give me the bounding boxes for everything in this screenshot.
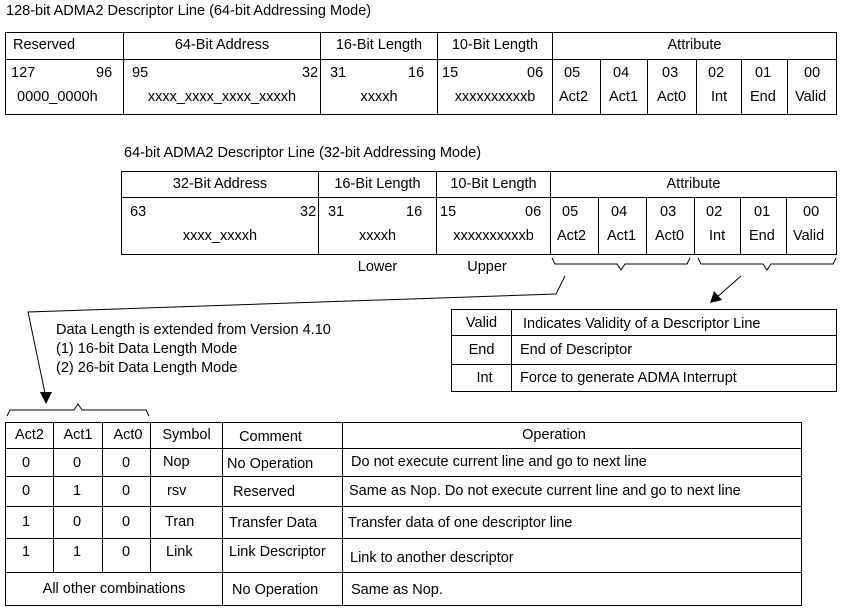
desc128-attr-bit-04: 04 <box>613 65 630 81</box>
act-brace <box>552 258 690 270</box>
act-row1-operation: Same as Nop. Do not execute current line and go to next line <box>349 483 741 499</box>
desc64-len10-value: xxxxxxxxxxb <box>453 228 534 244</box>
act-row0-act1: 0 <box>73 455 82 471</box>
desc64-attr-end: End <box>749 228 775 244</box>
desc128-attr-bit-05: 05 <box>564 65 581 81</box>
act-row1-symbol: rsv <box>167 483 187 499</box>
act-table-header-act2: Act2 <box>14 427 44 443</box>
act-row2-act0: 0 <box>122 514 131 530</box>
attr-table-end-desc: End of Descriptor <box>520 342 633 358</box>
act-arrow-head <box>40 392 52 404</box>
note-line1: Data Length is extended from Version 4.10 <box>56 322 331 338</box>
desc128-attr-int: Int <box>711 89 728 105</box>
attr-arrow-head <box>710 291 722 303</box>
desc64-address-hi: 63 <box>130 204 147 220</box>
desc64-len16-value: xxxxh <box>358 228 397 244</box>
attr-table-int-name: Int <box>476 370 493 386</box>
desc64-attr-bit-04: 04 <box>611 204 628 220</box>
act-row1-comment: Reserved <box>233 484 296 500</box>
desc64-address-lo: 32 <box>300 204 317 220</box>
desc128-header-reserved: Reserved <box>13 37 76 53</box>
attr-table-end-name: End <box>468 342 495 358</box>
attr-brace <box>698 258 836 270</box>
attr-table-valid-desc: Indicates Validity of a Descriptor Line <box>523 316 761 332</box>
act-row3-act2: 1 <box>22 544 31 560</box>
desc128-len16-hi: 31 <box>330 65 347 81</box>
act-row0-act2: 0 <box>22 455 31 471</box>
desc64-address-value: xxxx_xxxxh <box>182 228 258 244</box>
desc128-header-attribute: Attribute <box>667 37 722 53</box>
attr-connector <box>716 276 741 298</box>
desc64-len10-hi: 15 <box>440 204 457 220</box>
act-row2-act2: 1 <box>22 514 31 530</box>
act-row3-act1: 1 <box>73 544 82 560</box>
attr-table-valid-name: Valid <box>465 315 498 331</box>
act-table-header-comment: Comment <box>239 429 302 445</box>
desc64-attr-act1: Act1 <box>607 228 637 244</box>
desc128-attr-valid: Valid <box>795 89 827 105</box>
act-row3-symbol: Link <box>166 544 193 560</box>
desc128-attr-act0: Act0 <box>657 89 687 105</box>
desc64-len16-hi: 31 <box>328 204 345 220</box>
act-table-header-act1: Act1 <box>63 427 93 443</box>
desc128-len10-lo: 06 <box>527 65 544 81</box>
desc64-title: 64-bit ADMA2 Descriptor Line (32-bit Addressing Mode) <box>124 145 482 161</box>
desc128-reserved-hi: 127 <box>11 65 36 81</box>
act-row2-act1: 0 <box>73 514 82 530</box>
desc64-attr-int: Int <box>709 228 726 244</box>
act-row2-operation: Transfer data of one descriptor line <box>348 515 573 531</box>
desc128-header-address: 64-Bit Address <box>174 37 270 53</box>
act-row3-act0: 0 <box>122 544 131 560</box>
desc64-attr-bit-00: 00 <box>803 204 820 220</box>
desc128-len16-value: xxxxh <box>360 89 398 105</box>
desc128-len10-value: xxxxxxxxxxb <box>454 89 536 105</box>
desc64-header-len10: 10-Bit Length <box>450 176 537 192</box>
act-row1-act1: 1 <box>73 483 82 499</box>
desc128-header-len16: 16-Bit Length <box>335 37 423 53</box>
note-line3: (2) 26-bit Data Length Mode <box>56 360 238 376</box>
desc64-header-attribute: Attribute <box>666 176 721 192</box>
desc128-address-value: xxxx_xxxx_xxxx_xxxxh <box>147 89 297 105</box>
act-row2-symbol: Tran <box>165 514 195 530</box>
desc128-len10-hi: 15 <box>442 65 459 81</box>
act-row0-symbol: Nop <box>163 454 190 470</box>
desc64-header-address: 32-Bit Address <box>172 176 268 192</box>
desc128-attr-act1: Act1 <box>609 89 639 105</box>
act-last-row-label: All other combinations <box>42 581 186 597</box>
act-row1-act2: 0 <box>22 483 31 499</box>
attr-table-int-desc: Force to generate ADMA Interrupt <box>520 370 737 386</box>
desc64-attr-act2: Act2 <box>557 228 587 244</box>
desc64-attr-valid: Valid <box>793 228 825 244</box>
desc128-title: 128-bit ADMA2 Descriptor Line (64-bit Addressing Mode) <box>6 3 372 19</box>
desc128-attr-bit-02: 02 <box>708 65 725 81</box>
act-row3-operation: Link to another descriptor <box>350 550 514 566</box>
desc64-attr-bit-03: 03 <box>660 204 677 220</box>
act-table-brace <box>7 404 149 416</box>
desc128-attr-bit-03: 03 <box>662 65 679 81</box>
desc128-len16-lo: 16 <box>408 65 425 81</box>
desc64-header-len16: 16-Bit Length <box>334 176 421 192</box>
desc64-len16-lo: 16 <box>406 204 423 220</box>
act-row2-comment: Transfer Data <box>229 515 318 531</box>
desc64-attr-bit-05: 05 <box>562 204 579 220</box>
desc128-attr-end: End <box>750 89 776 105</box>
desc64-lower-label: Lower <box>357 259 398 275</box>
desc64-len10-lo: 06 <box>525 204 542 220</box>
note-line2: (1) 16-bit Data Length Mode <box>56 341 238 357</box>
act-last-row-comment: No Operation <box>232 582 319 598</box>
desc128-reserved-lo: 96 <box>96 65 113 81</box>
act-row0-operation: Do not execute current line and go to next line <box>351 454 647 470</box>
desc64-attr-act0: Act0 <box>655 228 685 244</box>
desc128-address-hi: 95 <box>132 65 149 81</box>
desc64-attr-bit-02: 02 <box>706 204 723 220</box>
desc128-address-lo: 32 <box>302 65 319 81</box>
act-row3-comment: Link Descriptor <box>229 544 326 560</box>
desc128-attr-act2: Act2 <box>559 89 589 105</box>
desc64-attr-bit-01: 01 <box>754 204 771 220</box>
desc128-attr-bit-01: 01 <box>755 65 772 81</box>
act-row1-act0: 0 <box>122 483 131 499</box>
act-table-header-operation: Operation <box>522 427 586 443</box>
act-last-row-operation: Same as Nop. <box>351 582 443 598</box>
desc128-reserved-value: 0000_0000h <box>17 89 98 105</box>
act-row0-comment: No Operation <box>227 456 314 472</box>
act-table-header-act0: Act0 <box>113 427 143 443</box>
desc128-header-len10: 10-Bit Length <box>451 37 539 53</box>
desc64-upper-label: Upper <box>467 259 507 275</box>
act-row0-act0: 0 <box>122 455 131 471</box>
desc128-attr-bit-00: 00 <box>804 65 821 81</box>
act-table-header-symbol: Symbol <box>162 427 211 443</box>
